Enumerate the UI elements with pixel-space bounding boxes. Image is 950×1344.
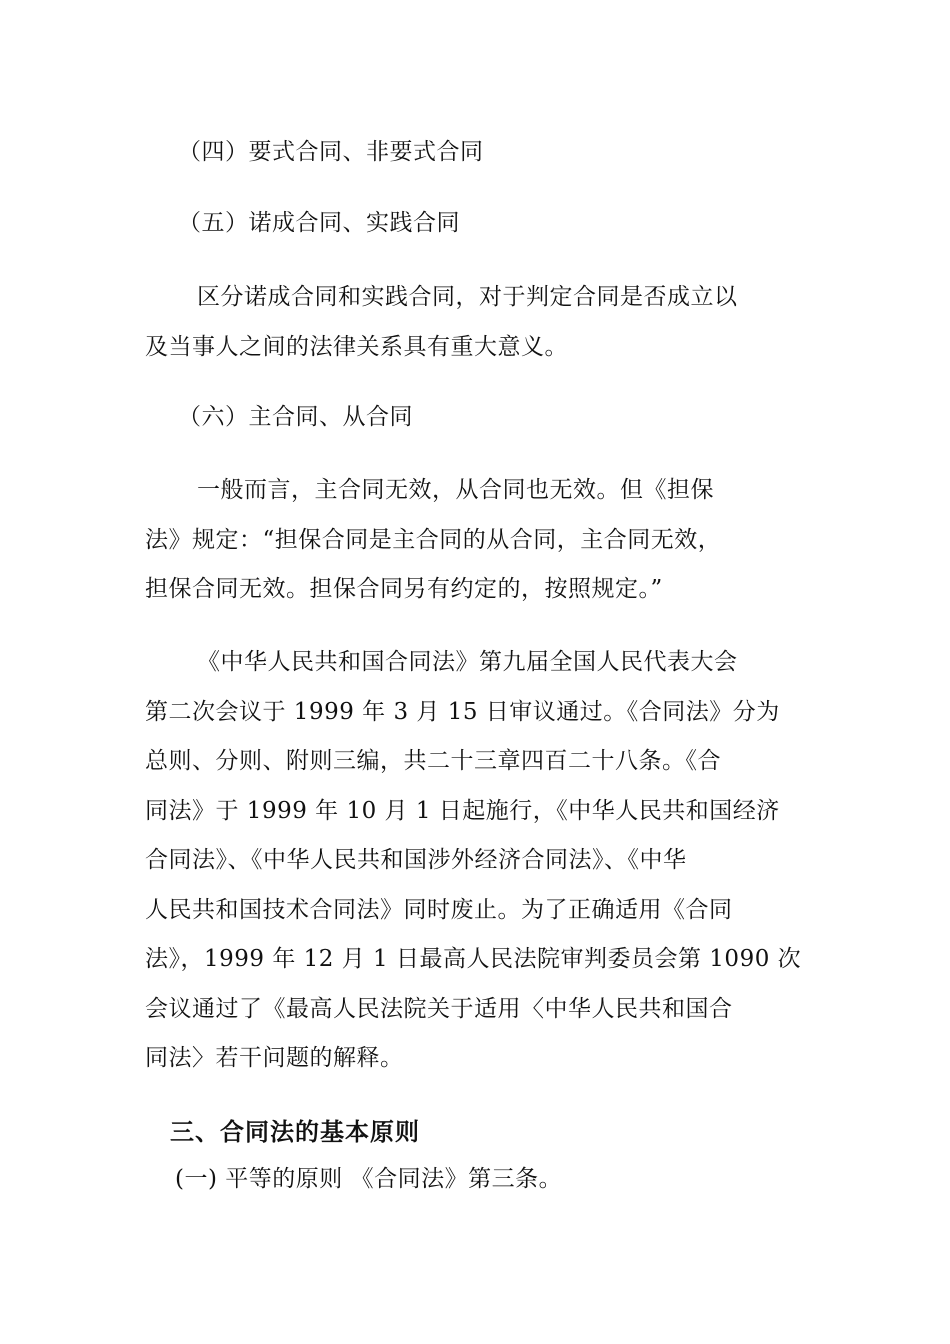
paragraph-line: 《中华人民共和国合同法》第九届全国人民代表大会 xyxy=(197,649,738,675)
section-item-4: （四）要式合同、非要式合同 xyxy=(178,139,484,165)
paragraph-line: 区分诺成合同和实践合同，对于判定合同是否成立以 xyxy=(197,284,738,310)
paragraph-line: 及当事人之间的法律关系具有重大意义。 xyxy=(145,334,568,360)
paragraph-line: 同法〉若干问题的解释。 xyxy=(145,1045,404,1071)
paragraph-line: 一般而言，主合同无效，从合同也无效。但《担保 xyxy=(197,477,714,503)
paragraph-line: 人民共和国技术合同法》同时废止。为了正确适用《合同 xyxy=(145,897,733,923)
section-item-6: （六）主合同、从合同 xyxy=(178,404,413,430)
paragraph-line: 担保合同无效。担保合同另有约定的，按照规定。” xyxy=(145,576,663,602)
principle-item-1: (一) 平等的原则 《合同法》第三条。 xyxy=(175,1166,563,1192)
paragraph-line: 总则、分则、附则三编，共二十三章四百二十八条。《合 xyxy=(145,748,721,774)
paragraph-line: 第二次会议于 1999 年 3 月 15 日审议通过。《合同法》分为 xyxy=(145,699,780,725)
paragraph-line: 法》规定：“担保合同是主合同的从合同，主合同无效， xyxy=(145,527,722,553)
paragraph-line: 合同法》、《中华人民共和国涉外经济合同法》、《中华 xyxy=(145,847,687,873)
section-heading-3: 三、合同法的基本原则 xyxy=(170,1117,420,1146)
paragraph-line: 法》，1999 年 12 月 1 日最高人民法院审判委员会第 1090 次 xyxy=(145,946,802,972)
section-item-5: （五）诺成合同、实践合同 xyxy=(178,210,460,236)
paragraph-line: 会议通过了《最高人民法院关于适用〈中华人民共和国合 xyxy=(145,996,733,1022)
paragraph-line: 同法》于 1999 年 10 月 1 日起施行，《中华人民共和国经济 xyxy=(145,798,780,824)
